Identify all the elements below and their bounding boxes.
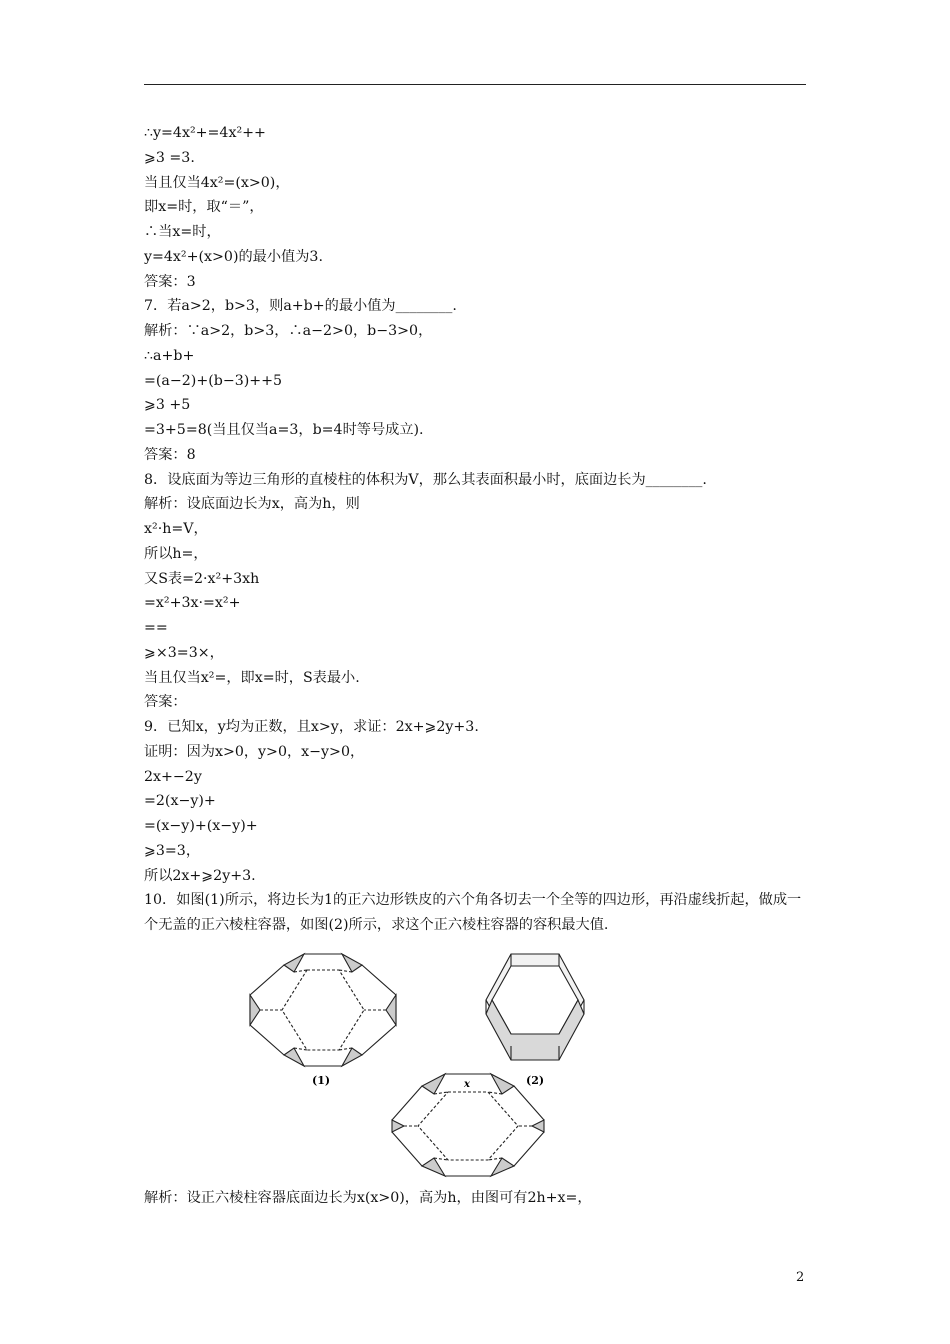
figure-3-row <box>144 1068 808 1176</box>
text-line: ⩾3 =3. <box>144 149 195 166</box>
text-line: ∴y=4x²+=4x²++ <box>144 125 266 141</box>
solution-line: 解析：设正六棱柱容器底面边长为x(x>0)，高为h，由图可有2h+x=， <box>144 1189 592 1206</box>
text-line: =3+5=8(当且仅当a=3，b=4时等号成立). <box>144 422 424 438</box>
text-line: 解析：∵a>2，b>3，∴a−2>0，b−3>0， <box>144 323 433 339</box>
text-line: 所以h=， <box>144 545 208 562</box>
question-8: 8．设底面为等边三角形的直棱柱的体积为V，那么其表面积最小时，底面边长为________. <box>144 471 707 488</box>
figure-2-label: (2) <box>526 1073 545 1087</box>
text-line: 所以2x+⩾2y+3. <box>144 867 256 884</box>
answer-line: 答案： <box>144 694 187 711</box>
text-line: ⩾×3=3×， <box>144 644 224 661</box>
text-line: x²·h=V， <box>144 521 208 537</box>
figure-1-label: (1) <box>312 1073 331 1087</box>
figure-1-hexagon <box>246 927 398 1066</box>
text-line: 又S表=2·x²+3xh <box>144 570 260 587</box>
text-line: y=4x²+(x>0)的最小值为3. <box>144 248 323 265</box>
hexagon-figure-3 <box>144 1068 808 1176</box>
page-body <box>144 121 808 1211</box>
text-line: ∴a+b+ <box>144 347 195 364</box>
text-line: 2x+−2y <box>144 768 202 785</box>
text-line: ∴当x=时， <box>144 224 221 240</box>
text-line: =2(x−y)+ <box>144 793 216 810</box>
text-line: 证明：因为x>0，y>0，x−y>0， <box>144 743 365 760</box>
text-line: 当且仅当x²=，即x=时，S表最小. <box>144 669 360 686</box>
header-rule <box>144 84 806 85</box>
hexagon-figures <box>144 938 808 1087</box>
page-number: 2 <box>796 1270 805 1285</box>
text-line: =x²+3x·=x²+ <box>144 595 241 612</box>
text-line: =(x−y)+(x−y)+ <box>144 818 258 834</box>
text-line: == <box>144 620 168 636</box>
figure-2-prism <box>486 954 584 1060</box>
question-7: 7．若a>2，b>3，则a+b+的最小值为________. <box>144 298 457 315</box>
text-line: 当且仅当4x²=(x>0)， <box>144 174 290 191</box>
text-line: 解析：设底面边长为x，高为h，则 <box>144 496 360 513</box>
text-line: =(a−2)+(b−3)++5 <box>144 372 283 389</box>
question-9: 9．已知x，y均为正数，且x>y，求证：2x+⩾2y+3. <box>144 719 479 735</box>
answer-line: 答案：3 <box>144 273 196 290</box>
text-line: 即x=时，取“＝”， <box>144 199 264 216</box>
text-line: ⩾3 +5 <box>144 397 191 414</box>
text-line: ⩾3=3， <box>144 842 201 859</box>
figure-row <box>144 938 808 1087</box>
answer-line: 答案：8 <box>144 446 196 463</box>
question-10: 10．如图(1)所示，将边长为1的正六边形铁皮的六个角各切去一个全等的四边形，再沿虚线折起，做成一个无盖的正六棱柱容器，如图(2)所示，求这个正六棱柱容器的容积最大值. <box>144 892 802 933</box>
figure-3-x-label: x <box>464 1078 470 1090</box>
